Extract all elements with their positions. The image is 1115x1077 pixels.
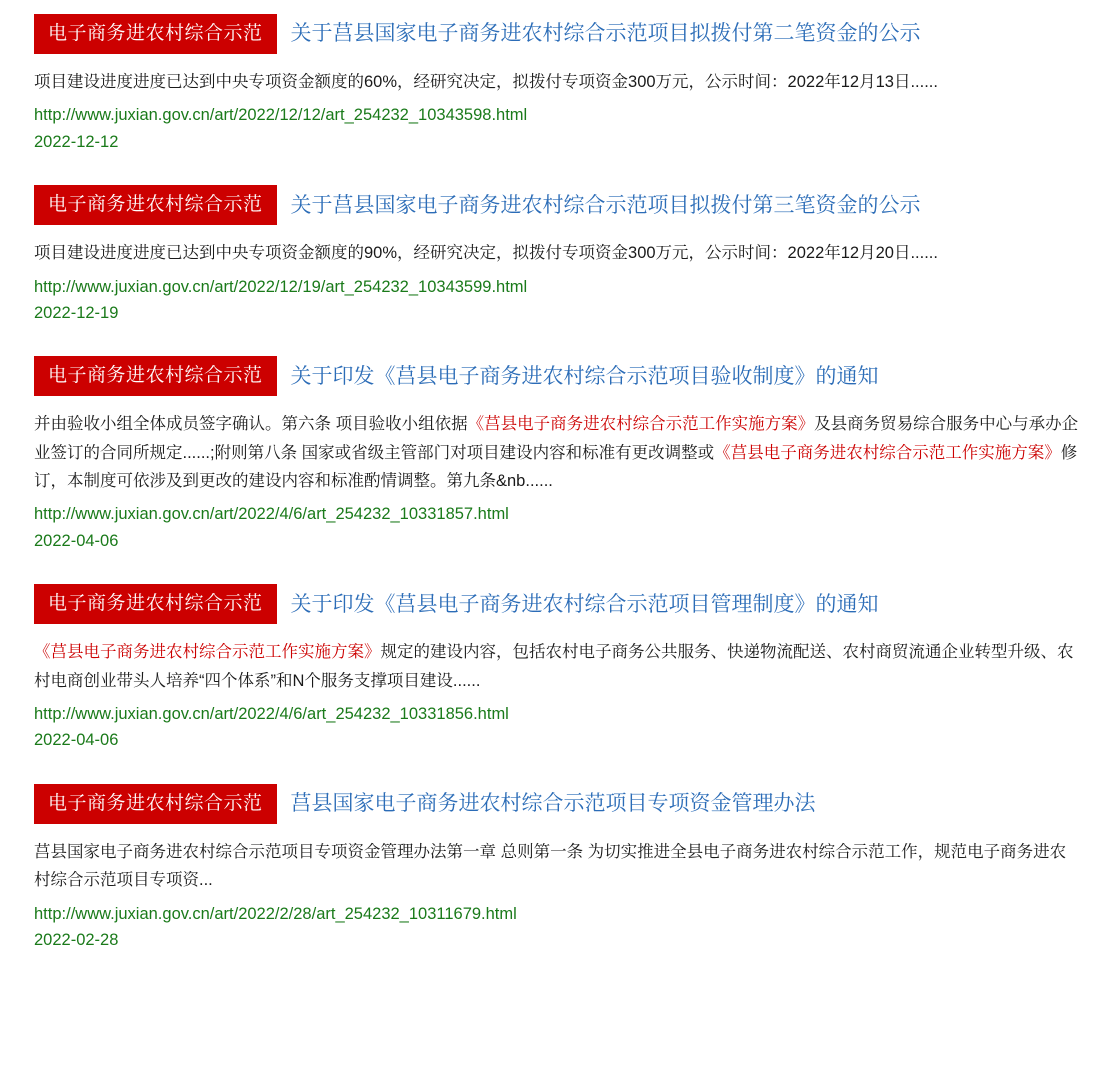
result-url[interactable]: http://www.juxian.gov.cn/art/2022/4/6/art_254232_10331856.html: [34, 704, 509, 723]
result-title-link[interactable]: 关于莒县国家电子商务进农村综合示范项目拟拨付第二笔资金的公示: [290, 22, 921, 46]
category-tag[interactable]: 电子商务进农村综合示范: [34, 584, 277, 624]
result-header: [34, 185, 1081, 225]
result-title-link[interactable]: 关于莒县国家电子商务进农村综合示范项目拟拨付第三笔资金的公示: [290, 193, 921, 217]
search-result-item: [34, 584, 1081, 754]
category-tag[interactable]: 电子商务进农村综合示范: [34, 14, 277, 54]
category-tag[interactable]: 电子商务进农村综合示范: [34, 185, 277, 225]
result-header: [34, 356, 1081, 396]
result-snippet: 并由验收小组全体成员签字确认。第六条 项目验收小组依据《莒县电子商务进农村综合示范工作实施方案》及县商务贸易综合服务中心与承办企业签订的合同所规定......;附则第八条 国家或省级主管部门对项目建设内容和标准有更改调整或《莒县电子商务进农村综合示范工作实施方案》修订，本制度可依涉及到更改的建设内容和标准酌情调整。第九条&nb......: [34, 415, 1079, 491]
result-url[interactable]: http://www.juxian.gov.cn/art/2022/4/6/art_254232_10331857.html: [34, 505, 509, 524]
result-date: 2022-04-06: [34, 531, 119, 550]
result-snippet: 项目建设进度进度已达到中央专项资金额度的90%，经研究决定，拟拨付专项资金300万元，公示时间：2022年12月20日......: [34, 244, 938, 263]
result-snippet: 项目建设进度进度已达到中央专项资金额度的60%，经研究决定，拟拨付专项资金300万元，公示时间：2022年12月13日......: [34, 73, 938, 91]
result-url[interactable]: http://www.juxian.gov.cn/art/2022/12/19/art_254232_10343599.html: [34, 277, 528, 296]
result-title-link[interactable]: 莒县国家电子商务进农村综合示范项目专项资金管理办法: [290, 792, 816, 816]
result-title-link[interactable]: 关于印发《莒县电子商务进农村综合示范项目验收制度》的通知: [290, 364, 879, 388]
result-url[interactable]: http://www.juxian.gov.cn/art/2022/12/12/art_254232_10343598.html: [34, 106, 528, 125]
category-tag[interactable]: 电子商务进农村综合示范: [34, 784, 277, 824]
search-result-item: [34, 356, 1081, 554]
result-header: [34, 784, 1081, 824]
search-result-item: [34, 185, 1081, 326]
search-result-item: [34, 784, 1081, 954]
result-snippet: 莒县国家电子商务进农村综合示范项目专项资金管理办法第一章 总则第一条 为切实推进全县电子商务进农村综合示范工作，规范电子商务进农村综合示范项目专项资...: [34, 842, 1067, 890]
result-header: [34, 584, 1081, 624]
result-date: 2022-02-28: [34, 930, 119, 949]
result-title-link[interactable]: 关于印发《莒县电子商务进农村综合示范项目管理制度》的通知: [290, 592, 879, 616]
result-date: 2022-12-12: [34, 132, 119, 151]
result-date: 2022-04-06: [34, 731, 119, 750]
result-date: 2022-12-19: [34, 303, 119, 322]
result-url[interactable]: http://www.juxian.gov.cn/art/2022/2/28/art_254232_10311679.html: [34, 904, 517, 923]
category-tag[interactable]: 电子商务进农村综合示范: [34, 356, 277, 396]
result-header: [34, 14, 1081, 54]
result-snippet: 《莒县电子商务进农村综合示范工作实施方案》规定的建设内容，包括农村电子商务公共服务、快递物流配送、农村商贸流通企业转型升级、农村电商创业带头人培养“四个体系”和N个服务支撑项目建设......: [34, 643, 1074, 690]
search-result-item: [34, 14, 1081, 155]
